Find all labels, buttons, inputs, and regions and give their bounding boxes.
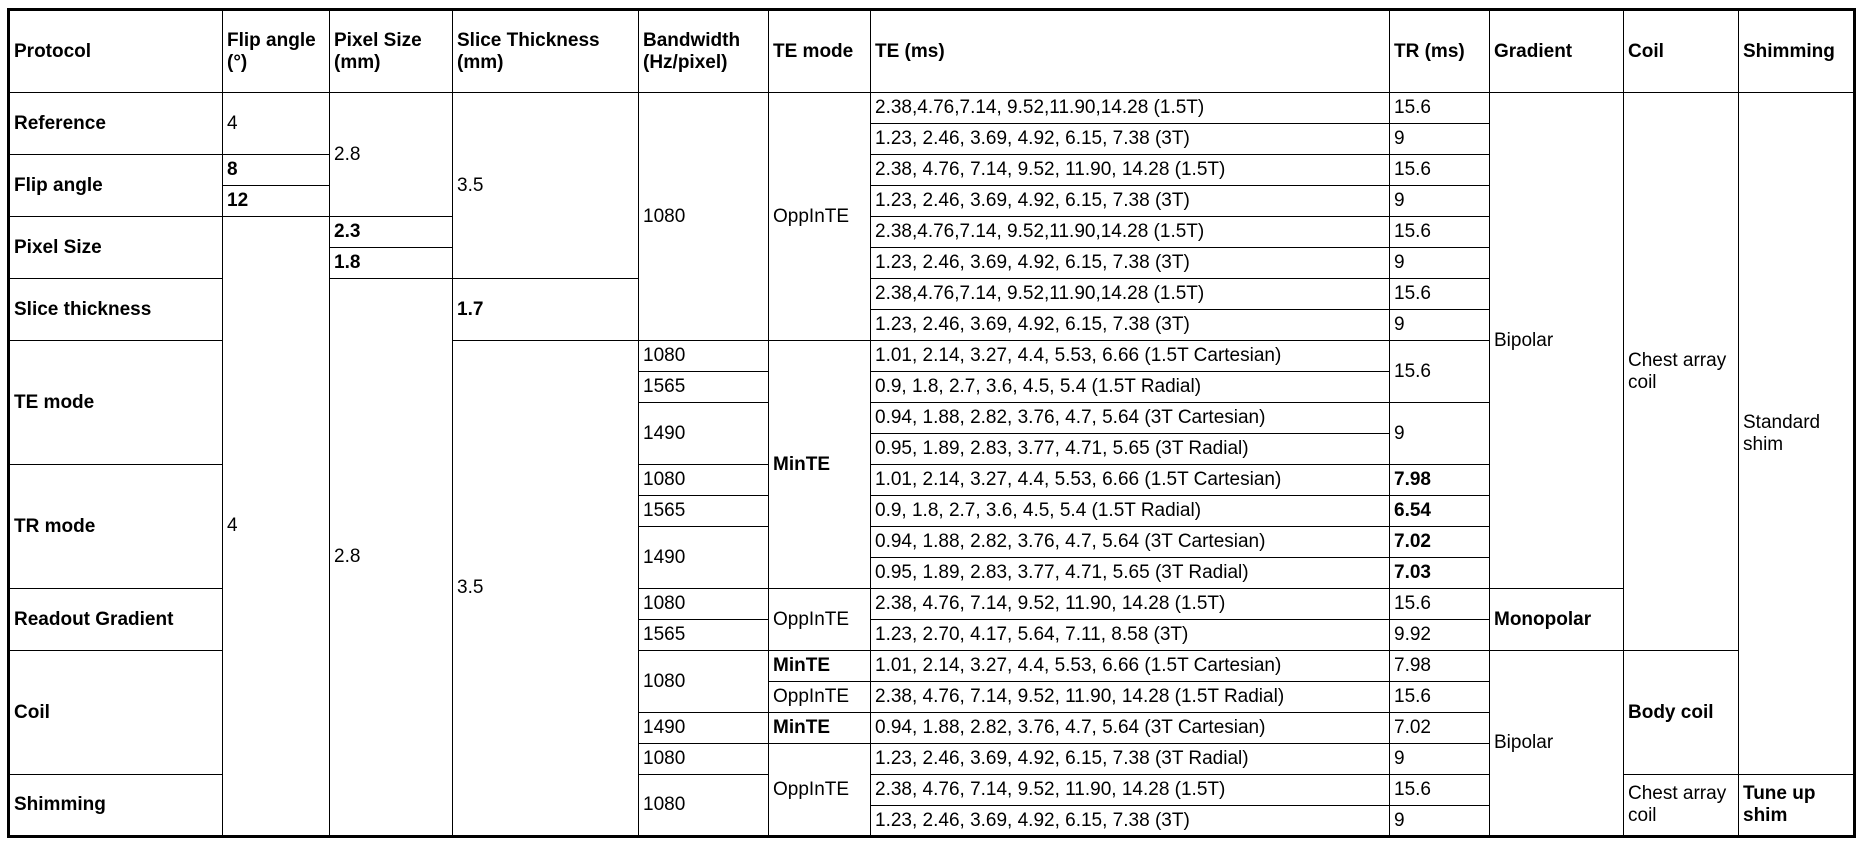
tr-cell: 15.6: [1390, 682, 1490, 713]
bandwidth-cell: 1080: [639, 93, 769, 341]
tr-cell: 7.02: [1390, 527, 1490, 558]
tr-cell: 9: [1390, 310, 1490, 341]
shimming-cell: Tune up shim: [1739, 775, 1855, 837]
bandwidth-cell: 1490: [639, 527, 769, 589]
tr-cell: 9: [1390, 248, 1490, 279]
header-te: TE (ms): [871, 10, 1390, 93]
tr-cell: 9.92: [1390, 620, 1490, 651]
te-cell: 1.23, 2.46, 3.69, 4.92, 6.15, 7.38 (3T): [871, 124, 1390, 155]
header-bandwidth: Bandwidth (Hz/pixel): [639, 10, 769, 93]
bandwidth-cell: 1565: [639, 372, 769, 403]
te-cell: 0.94, 1.88, 2.82, 3.76, 4.7, 5.64 (3T Cartesian): [871, 713, 1390, 744]
tr-cell: 9: [1390, 744, 1490, 775]
header-slice-thickness: Slice Thickness (mm): [453, 10, 639, 93]
te-mode-cell: OppInTE: [769, 682, 871, 713]
pixel-size-cell: 2.8: [330, 93, 453, 217]
pixel-size-cell: 1.8: [330, 248, 453, 279]
bandwidth-cell: 1080: [639, 341, 769, 372]
te-cell: 1.23, 2.70, 4.17, 5.64, 7.11, 8.58 (3T): [871, 620, 1390, 651]
table-row: [9, 93, 1855, 124]
bandwidth-cell: 1080: [639, 775, 769, 837]
bandwidth-cell: 1080: [639, 651, 769, 713]
protocol-shimming: Shimming: [9, 775, 223, 837]
header-shimming: Shimming: [1739, 10, 1855, 93]
header-protocol: Protocol: [9, 10, 223, 93]
header-pixel-size: Pixel Size (mm): [330, 10, 453, 93]
bandwidth-cell: 1565: [639, 496, 769, 527]
te-cell: 1.01, 2.14, 3.27, 4.4, 5.53, 6.66 (1.5T Cartesian): [871, 465, 1390, 496]
slice-thickness-cell: 1.7: [453, 279, 639, 341]
te-cell: 2.38, 4.76, 7.14, 9.52, 11.90, 14.28 (1.5T Radial): [871, 682, 1390, 713]
te-cell: 1.01, 2.14, 3.27, 4.4, 5.53, 6.66 (1.5T Cartesian): [871, 341, 1390, 372]
te-cell: 2.38,4.76,7.14, 9.52,11.90,14.28 (1.5T): [871, 217, 1390, 248]
te-cell: 1.01, 2.14, 3.27, 4.4, 5.53, 6.66 (1.5T Cartesian): [871, 651, 1390, 682]
te-mode-cell: MinTE: [769, 651, 871, 682]
tr-cell: 15.6: [1390, 155, 1490, 186]
tr-cell: 15.6: [1390, 775, 1490, 806]
header-te-mode: TE mode: [769, 10, 871, 93]
te-cell: 2.38, 4.76, 7.14, 9.52, 11.90, 14.28 (1.5T): [871, 775, 1390, 806]
tr-cell: 15.6: [1390, 279, 1490, 310]
tr-cell: 15.6: [1390, 341, 1490, 403]
te-cell: 1.23, 2.46, 3.69, 4.92, 6.15, 7.38 (3T): [871, 248, 1390, 279]
te-cell: 2.38,4.76,7.14, 9.52,11.90,14.28 (1.5T): [871, 93, 1390, 124]
bandwidth-cell: 1565: [639, 620, 769, 651]
te-mode-cell: OppInTE: [769, 589, 871, 651]
te-cell: 2.38,4.76,7.14, 9.52,11.90,14.28 (1.5T): [871, 279, 1390, 310]
te-cell: 0.94, 1.88, 2.82, 3.76, 4.7, 5.64 (3T Cartesian): [871, 403, 1390, 434]
coil-cell: Chest array coil: [1624, 93, 1739, 651]
te-cell: 1.23, 2.46, 3.69, 4.92, 6.15, 7.38 (3T): [871, 806, 1390, 837]
coil-cell: Body coil: [1624, 651, 1739, 775]
protocol-pixel-size: Pixel Size: [9, 217, 223, 279]
gradient-cell: Bipolar: [1490, 651, 1624, 837]
bandwidth-cell: 1080: [639, 589, 769, 620]
slice-thickness-cell: 3.5: [453, 93, 639, 279]
te-cell: 1.23, 2.46, 3.69, 4.92, 6.15, 7.38 (3T Radial): [871, 744, 1390, 775]
tr-cell: 7.98: [1390, 651, 1490, 682]
shimming-cell: Standard shim: [1739, 93, 1855, 775]
tr-cell: 15.6: [1390, 589, 1490, 620]
protocol-table-container: [7, 8, 1853, 853]
bandwidth-cell: 1080: [639, 744, 769, 775]
header-coil: Coil: [1624, 10, 1739, 93]
te-cell: 0.95, 1.89, 2.83, 3.77, 4.71, 5.65 (3T Radial): [871, 558, 1390, 589]
te-cell: 0.9, 1.8, 2.7, 3.6, 4.5, 5.4 (1.5T Radial): [871, 496, 1390, 527]
bandwidth-cell: 1080: [639, 465, 769, 496]
protocol-readout-gradient: Readout Gradient: [9, 589, 223, 651]
protocol-slice-thickness: Slice thickness: [9, 279, 223, 341]
bandwidth-cell: 1490: [639, 713, 769, 744]
tr-cell: 7.02: [1390, 713, 1490, 744]
te-cell: 0.95, 1.89, 2.83, 3.77, 4.71, 5.65 (3T Radial): [871, 434, 1390, 465]
te-mode-cell: OppInTE: [769, 744, 871, 837]
te-cell: 0.94, 1.88, 2.82, 3.76, 4.7, 5.64 (3T Cartesian): [871, 527, 1390, 558]
header-flip-angle: Flip angle (°): [223, 10, 330, 93]
te-cell: 0.9, 1.8, 2.7, 3.6, 4.5, 5.4 (1.5T Radial): [871, 372, 1390, 403]
tr-cell: 6.54: [1390, 496, 1490, 527]
tr-cell: 15.6: [1390, 217, 1490, 248]
tr-cell: 9: [1390, 806, 1490, 837]
bandwidth-cell: 1490: [639, 403, 769, 465]
flip-angle-cell: 4: [223, 217, 330, 837]
pixel-size-cell: 2.3: [330, 217, 453, 248]
pixel-size-cell: 2.8: [330, 279, 453, 837]
tr-cell: 7.98: [1390, 465, 1490, 496]
header-gradient: Gradient: [1490, 10, 1624, 93]
te-cell: 1.23, 2.46, 3.69, 4.92, 6.15, 7.38 (3T): [871, 186, 1390, 217]
protocol-tr-mode: TR mode: [9, 465, 223, 589]
te-mode-cell: OppInTE: [769, 93, 871, 341]
tr-cell: 9: [1390, 124, 1490, 155]
header-row: [9, 10, 1855, 93]
protocol-table: [7, 8, 1856, 838]
tr-cell: 7.03: [1390, 558, 1490, 589]
te-mode-cell: MinTE: [769, 341, 871, 589]
flip-angle-cell: 8: [223, 155, 330, 186]
tr-cell: 9: [1390, 186, 1490, 217]
flip-angle-cell: 12: [223, 186, 330, 217]
protocol-reference: Reference: [9, 93, 223, 155]
gradient-cell: Monopolar: [1490, 589, 1624, 651]
te-cell: 2.38, 4.76, 7.14, 9.52, 11.90, 14.28 (1.5T): [871, 589, 1390, 620]
header-tr: TR (ms): [1390, 10, 1490, 93]
te-mode-cell: MinTE: [769, 713, 871, 744]
slice-thickness-cell: 3.5: [453, 341, 639, 837]
coil-cell: Chest array coil: [1624, 775, 1739, 837]
te-cell: 2.38, 4.76, 7.14, 9.52, 11.90, 14.28 (1.5T): [871, 155, 1390, 186]
te-cell: 1.23, 2.46, 3.69, 4.92, 6.15, 7.38 (3T): [871, 310, 1390, 341]
tr-cell: 9: [1390, 403, 1490, 465]
protocol-coil: Coil: [9, 651, 223, 775]
tr-cell: 15.6: [1390, 93, 1490, 124]
gradient-cell: Bipolar: [1490, 93, 1624, 589]
protocol-te-mode: TE mode: [9, 341, 223, 465]
flip-angle-cell: 4: [223, 93, 330, 155]
protocol-flip-angle: Flip angle: [9, 155, 223, 217]
